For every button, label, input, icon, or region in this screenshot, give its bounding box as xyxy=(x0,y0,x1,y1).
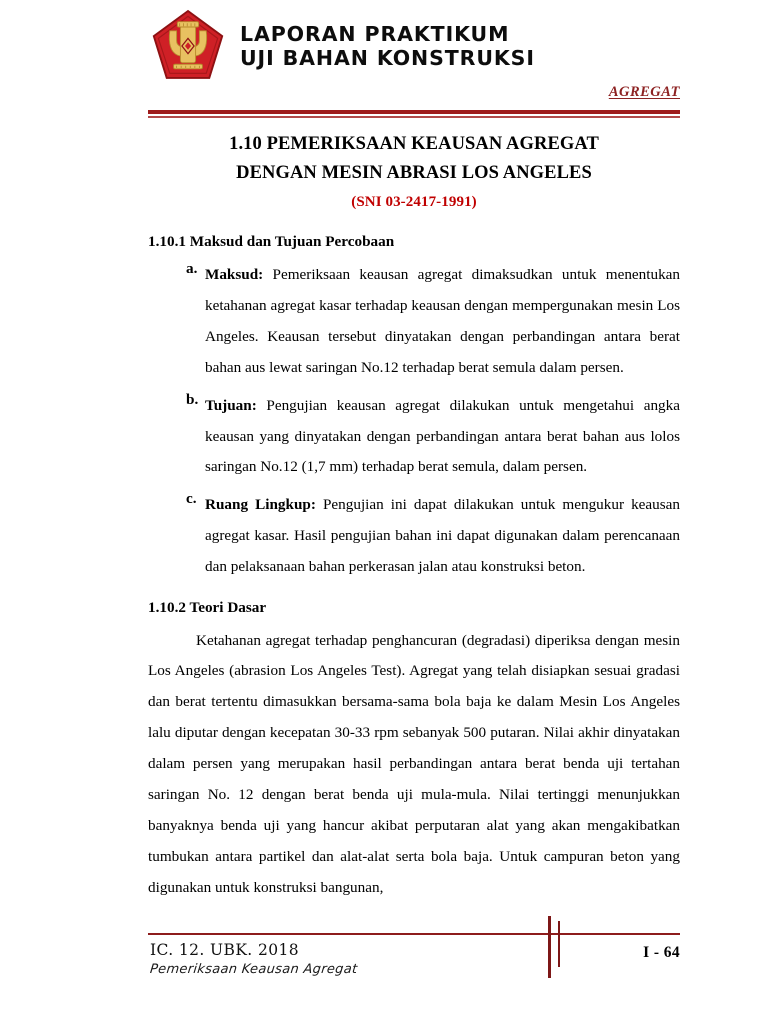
list-item xyxy=(148,490,680,583)
page-title-line2: DENGAN MESIN ABRASI LOS ANGELES xyxy=(236,163,592,184)
document-header xyxy=(148,0,680,118)
list-item-body: Pengujian keausan agregat dilakukan untuk mengetahui angka keausan yang dinyatakan dengan perbandingan antara berat bahan aus lolos saringan No.12 (1,7 mm) terhadap berat semula, dalam persen. xyxy=(205,396,680,476)
list-marker: a. xyxy=(186,260,198,278)
list-item xyxy=(148,391,680,484)
list-item-body: Pengujian ini dapat dilakukan untuk mengukur keausan agregat kasar. Hasil pengujian bahan ini dapat digunakan dalam perencanaan dan pelaksanaan bahan perkerasan jalan atau konstruksi beton. xyxy=(205,496,680,575)
page-title xyxy=(148,118,680,211)
brand-title-line1: LAPORAN PRAKTIKUM xyxy=(240,21,510,46)
heading-teori-dasar: 1.10.2 Teori Dasar xyxy=(148,598,267,616)
unhas-crest-icon xyxy=(150,8,226,84)
maksud-tujuan-list xyxy=(148,260,680,583)
footer-rule xyxy=(148,933,680,935)
list-marker: c. xyxy=(186,490,197,508)
footer-code: IC. 12. UBK. 2018 xyxy=(150,941,299,959)
list-item-text xyxy=(205,391,680,484)
footer-divider-tall xyxy=(548,916,551,978)
brand-block xyxy=(148,0,680,78)
header-rule xyxy=(148,110,680,118)
heading-maksud-tujuan: 1.10.1 Maksud dan Tujuan Percobaan xyxy=(148,233,395,251)
list-item-text xyxy=(205,260,680,383)
brand-title-line2: UJI BAHAN KONSTRUKSI xyxy=(240,46,535,70)
list-item-lead: Maksud: xyxy=(205,266,264,284)
list-item-body: Pemeriksaan keausan agregat dimaksudkan untuk menentukan ketahanan agregat kasar terhadap keausan dengan mempergunakan mesin Los Angeles. Keausan tersebut dinyatakan dengan perbandingan antara berat bahan aus lewat saringan No.12 terhadap berat semula dalam persen. xyxy=(205,266,680,376)
page-title-line1: 1.10 PEMERIKSAAN KEAUSAN AGREGAT xyxy=(229,134,599,154)
page-number: I - 64 xyxy=(643,944,680,961)
list-marker: b. xyxy=(186,390,199,408)
list-item xyxy=(148,260,680,383)
footer-divider-short xyxy=(558,921,560,967)
footer-left-block xyxy=(150,942,357,978)
list-item-lead: Ruang Lingkup: xyxy=(205,496,316,514)
footer-subtitle: Pemeriksaan Keausan Agregat xyxy=(149,961,359,977)
teori-dasar-paragraph: Ketahanan agregat terhadap penghancuran (degradasi) diperiksa dengan mesin Los Angeles (abrasion Los Angeles Test). Agregat yang telah disiapkan sesuai gradasi dan berat tertentu dimasukkan bersama-sama bola baja ke dalam Mesin Los Angeles lalu diputar dengan kecepatan 30-33 rpm sebanyak 500 putaran. Nilai akhir dinyatakan dalam persen yang merupakan hasil perbandingan antara berat benda uji tertahan saringan No. 12 dengan berat benda uji mula-mula. Nilai tertinggi menunjukkan banyaknya benda uji yang hancur akibat perputaran alat yang akan mengakibatkan tumbukan antara partikel dan alat-alat serta bola baja. Untuk campuran beton yang digunakan untuk konstruksi bangunan, xyxy=(148,631,680,896)
list-item-text xyxy=(205,490,680,583)
document-body xyxy=(148,211,680,903)
section-tag: AGREGAT xyxy=(608,84,680,100)
header-rule-thin xyxy=(148,116,680,118)
standard-code: (SNI 03-2417-1991) xyxy=(351,194,477,211)
brand-title xyxy=(240,22,535,70)
document-footer xyxy=(148,920,680,994)
list-item-lead: Tujuan: xyxy=(205,396,257,414)
